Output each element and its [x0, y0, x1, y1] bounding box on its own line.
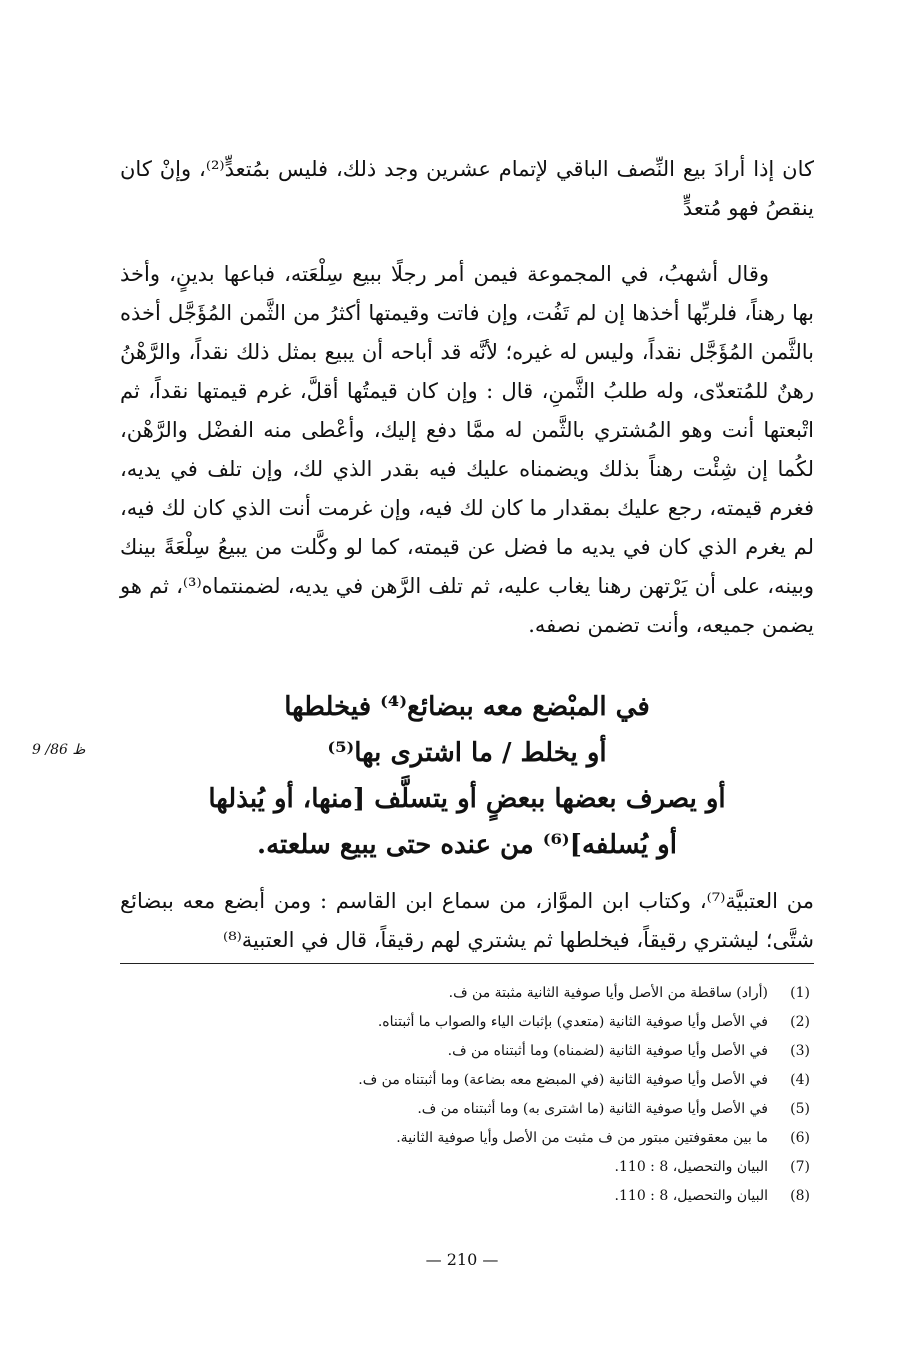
- paragraph-2: [120, 255, 814, 645]
- footnote-text: البيان والتحصيل، 8 : 110.: [614, 1188, 768, 1204]
- paragraph-3-text: من العتبيَّة⁽⁷⁾، وكتاب ابن الموَّاز، من سماع ابن القاسم : ومن أبضع معه ببضائع شتَّى؛ ليشتري رقيقاً، فيخلطها ثم يشتري لهم رقيقاً، قال في العتبية⁽⁸⁾: [120, 889, 814, 952]
- footnote-number: (3): [790, 1043, 810, 1059]
- paragraph-1: [120, 150, 814, 228]
- footnote-text: في الأصل وأيا صوفية الثانية (لضمناه) وما أثبتناه من ف.: [447, 1043, 768, 1059]
- heading-line-3: أو يصرف بعضها ببعضٍ أو يتسلَّف [منها، أو يُبذلها: [208, 784, 726, 814]
- footnote: [120, 1124, 814, 1153]
- footnote-number: (7): [790, 1159, 810, 1175]
- footnote-number: (5): [790, 1101, 810, 1117]
- footnote: [120, 979, 814, 1008]
- footnote-text: في الأصل وأيا صوفية الثانية (متعدي) بإثبات الياء والصواب ما أثبتناه.: [377, 1014, 768, 1030]
- paragraph-3: [120, 882, 814, 960]
- footnote: [120, 1182, 814, 1211]
- footnote: [120, 1066, 814, 1095]
- heading-line-2: أو يخلط / ما اشترى بها⁽⁵⁾: [327, 738, 607, 768]
- section-heading: [120, 684, 814, 868]
- manuscript-folio-note: 9 /86 ظ: [32, 742, 86, 758]
- paragraph-2-text: وقال أشهبُ، في المجموعة فيمن أمر رجلًا ببيع سِلْعَته، فباعها بدينٍ، وأخذ بها رهناً، فلربِّها أخذها إن لم تَفُت، وإن فاتت وقيمتها أكثرُ من الثَّمن المُؤَجَّل أخذه بالثَّمن المُؤَجَّل نقداً، وليس له غيره؛ لأنَّه قد أباحه أن يبيع بمثل ذلك نقداً، والرَّهْنُ رهنٌ للمُتعدّى، وله طلبُ الثَّمنِ، قال : وإن كان قيمتُها أقلَّ، غرم قيمتها نقداً، ثم اتْبعتها أنت وهو المُشتري بالثَّمن له ممَّا دفع إليك، وأعْطى منه الفضْل والرَّهْن، لكُما إن شِئْت رهناً بذلك ويضمناه عليك فيه بقدر الذي لك، وإن تلف في يديه، فغرم قيمته، رجع عليك بمقدار ما كان لك فيه، وإن غرمت أنت الذي كان لك فيه، لم يغرم الذي كان في يديه ما فضل عن قيمته، كما لو وكَّلت من يبيعُ سِلْعَةً بينك وبينه، على أن يَرْتهن رهنا يغاب عليه، ثم تلف الرَّهن في يديه، لضمنتماه⁽³⁾، ثم هو يضمن جميعه، وأنت تضمن نصفه.: [120, 262, 814, 637]
- footnote: [120, 1153, 814, 1182]
- heading-line-4: أو يُسلفه]⁽⁶⁾ من عنده حتى يبيع سلعته.: [257, 830, 677, 860]
- footnote-text: البيان والتحصيل، 8 : 110.: [614, 1159, 768, 1175]
- footnote-text: في الأصل وأيا صوفية الثانية (ما اشترى به) وما أثبتناه من ف.: [417, 1101, 768, 1117]
- footnotes: [120, 979, 814, 1211]
- paragraph-1-text: كان إذا أرادَ بيع النِّصف الباقي لإتمام عشرين وجد ذلك، فليس بمُتعدٍّ⁽²⁾، وإنْ كان ينقصُ فهو مُتعدٍّ: [120, 157, 814, 220]
- footnote-divider: [120, 963, 814, 964]
- footnote-number: (2): [790, 1014, 810, 1030]
- footnote-text: (أراد) ساقطة من الأصل وأيا صوفية الثانية مثبتة من ف.: [448, 985, 768, 1001]
- footnote: [120, 1008, 814, 1037]
- footnote-text: ما بين معقوفتين مبتور من ف مثبت من الأصل وأيا صوفية الثانية.: [396, 1130, 768, 1146]
- footnote-number: (8): [790, 1188, 810, 1204]
- footnote: [120, 1095, 814, 1124]
- footnote-number: (4): [790, 1072, 810, 1088]
- footnote: [120, 1037, 814, 1066]
- page-number: — 210 —: [425, 1250, 499, 1269]
- footnote-number: (1): [790, 985, 810, 1001]
- heading-line-1: في المبْضع معه ببضائع⁽⁴⁾ فيخلطها: [284, 692, 650, 722]
- footnote-number: (6): [790, 1130, 810, 1146]
- footnote-text: في الأصل وأيا صوفية الثانية (في المبضع معه بضاعة) وما أثبتناه من ف.: [358, 1072, 768, 1088]
